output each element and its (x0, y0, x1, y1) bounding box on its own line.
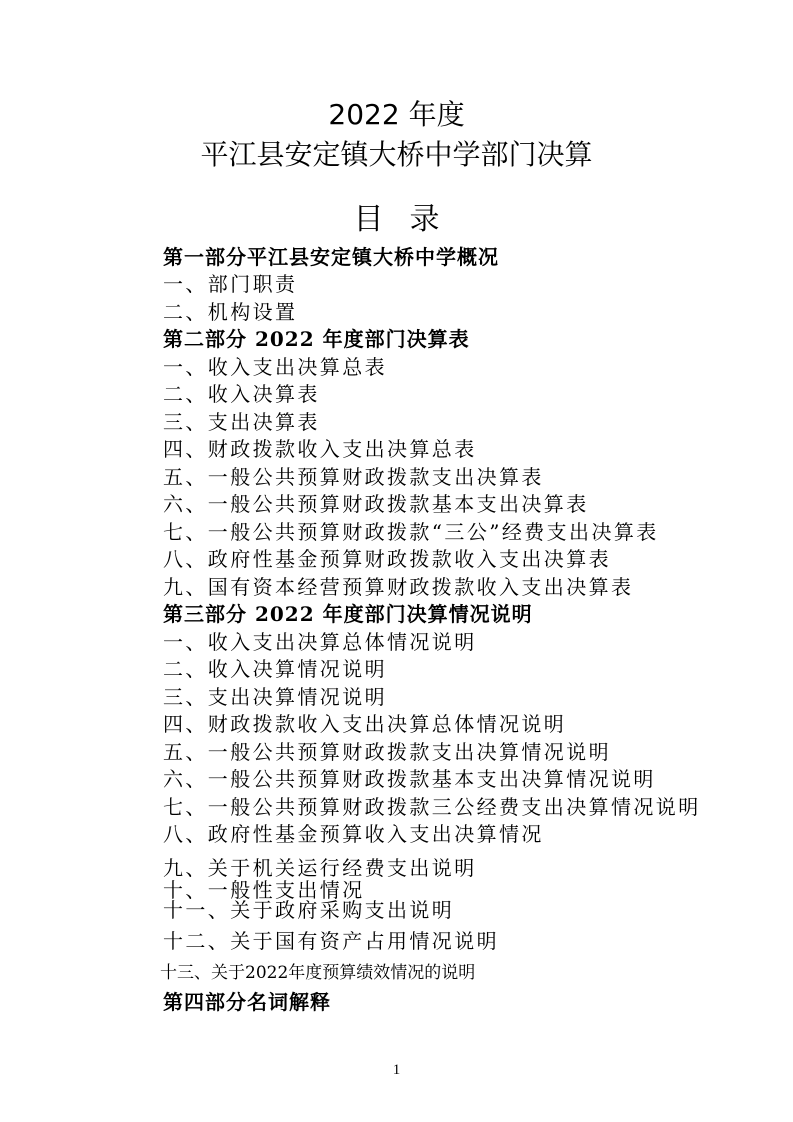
toc-item: 九、关于机关运行经费支出说明 (163, 856, 477, 880)
toc-item: 六、一般公共预算财政拨款基本支出决算表 (163, 492, 589, 516)
toc-item: 二、收入决算表 (163, 382, 320, 406)
toc-item: 十二、关于国有资产占用情况说明 (163, 929, 499, 953)
toc-item: 一、部门职责 (163, 272, 298, 296)
doc-title-name: 平江县安定镇大桥中学部门决算 (200, 138, 593, 171)
toc-item: 二、收入决算情况说明 (163, 657, 387, 681)
toc-item: 一、收入支出决算总体情况说明 (163, 630, 477, 654)
toc-item: 三、支出决算表 (163, 410, 320, 434)
page-number: 1 (392, 1062, 401, 1078)
toc-item: 十一、关于政府采购支出说明 (163, 898, 455, 922)
toc-section-3: 第三部分 2022 年度部门决算情况说明 (163, 602, 533, 626)
toc-item: 二、机构设置 (163, 300, 298, 324)
toc-item: 八、政府性基金预算收入支出决算情况 (163, 822, 544, 846)
toc-item: 九、国有资本经营预算财政拨款收入支出决算表 (163, 575, 634, 599)
toc-section-4: 第四部分名词解释 (163, 990, 331, 1014)
toc-item: 十三、关于2022年度预算绩效情况的说明 (160, 963, 476, 983)
toc-item: 一、收入支出决算总表 (163, 355, 387, 379)
toc-item: 十、一般性支出情况 (163, 878, 365, 902)
toc-item: 三、支出决算情况说明 (163, 685, 387, 709)
toc-item: 四、财政拨款收入支出决算总表 (163, 437, 477, 461)
toc-item: 八、政府性基金预算财政拨款收入支出决算表 (163, 547, 611, 571)
toc-item: 七、一般公共预算财政拨款三公经费支出决算情况说明 (163, 795, 701, 819)
toc-section-2: 第二部分 2022 年度部门决算表 (163, 327, 470, 351)
toc-item: 六、一般公共预算财政拨款基本支出决算情况说明 (163, 767, 656, 791)
toc-item: 四、财政拨款收入支出决算总体情况说明 (163, 712, 567, 736)
toc-item: 七、一般公共预算财政拨款“三公”经费支出决算表 (163, 520, 659, 544)
toc-section-1: 第一部分平江县安定镇大桥中学概况 (163, 245, 499, 269)
doc-title-year: 2022 年度 (328, 98, 465, 131)
toc-item: 五、一般公共预算财政拨款支出决算情况说明 (163, 740, 611, 764)
toc-heading: 目录 (353, 202, 466, 237)
toc-item: 五、一般公共预算财政拨款支出决算表 (163, 465, 544, 489)
